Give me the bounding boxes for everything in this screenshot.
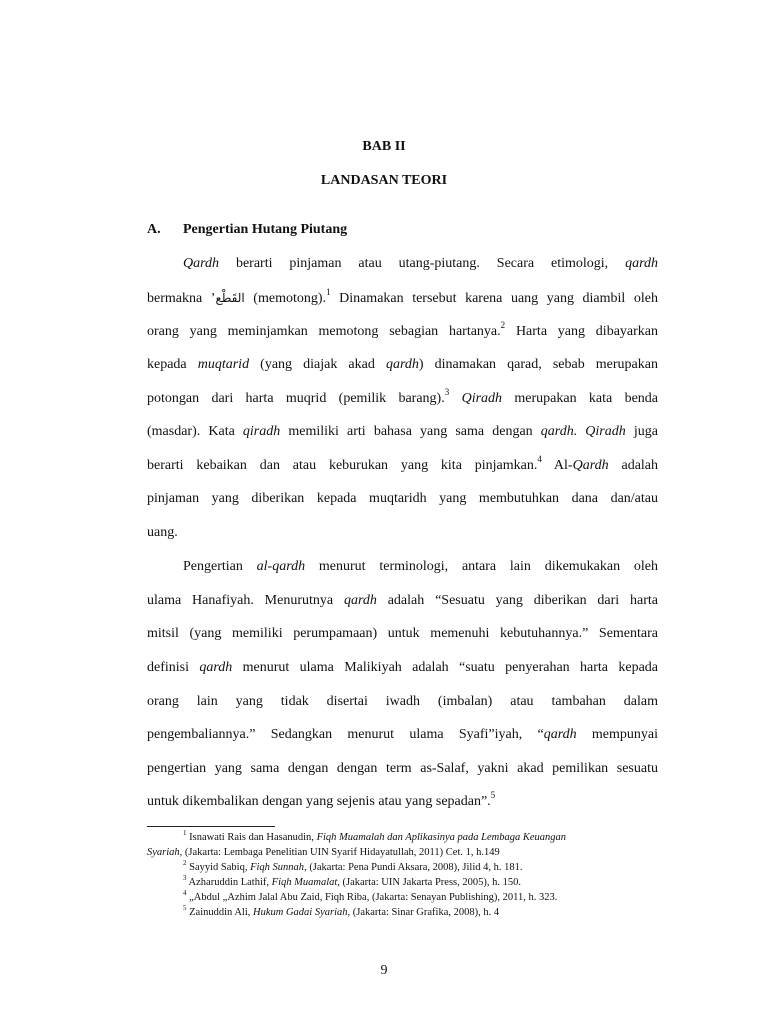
footnote-line <box>183 828 567 845</box>
italic-term: qardh <box>199 660 233 675</box>
italic-term: Fiqh Muamalat <box>271 877 338 888</box>
page-number: 9 <box>380 963 388 978</box>
text-run <box>449 391 461 406</box>
footnote-ref: 4 <box>537 454 542 465</box>
italic-term: qiradh <box>242 424 281 439</box>
text-run: orang yang meminjamkan memotong sebagian hartanya. <box>147 324 501 339</box>
text-run: mempunyai <box>576 727 658 742</box>
text-run: , (Jakarta: Pena Pundi Aksara, 2008), Jilid 4, h. 181. <box>304 862 523 873</box>
italic-term: Syariah <box>147 847 180 858</box>
text-run: ) dinamakan qarad, sebab merupakan <box>418 357 658 372</box>
footnote-ref: 2 <box>500 320 506 331</box>
italic-term: Fiqh Sunnah <box>250 862 305 873</box>
chapter-title: LANDASAN TEORI <box>320 173 448 188</box>
body-line <box>147 288 658 308</box>
italic-term: al-qardh <box>256 559 306 574</box>
text-run: , (Jakarta: Lembaga Penelitian UIN Syarif Hidayatullah, 2011) Cet. 1, h.149 <box>179 847 500 858</box>
body-line <box>147 489 658 509</box>
text-run: pengertian yang sama dengan dengan term as-Salaf, yakni akad pemilikan sesuatu <box>147 761 658 776</box>
footnote-line <box>183 903 500 920</box>
text-run: , (Jakarta: Sinar Grafika, 2008), h. 4 <box>347 907 500 918</box>
italic-term: Qardh <box>183 256 220 271</box>
text-run: pinjaman yang diberikan kepada muqtaridh yang membutuhkan dana dan/atau <box>147 491 658 506</box>
body-line <box>183 557 658 577</box>
text-run: (masdar). Kata <box>147 424 243 439</box>
body-line <box>147 422 658 442</box>
footnote-ref: 5 <box>183 903 187 912</box>
text-run: merupakan kata benda <box>502 391 659 406</box>
italic-term: qardh <box>385 357 419 372</box>
text-run: Isnawati Rais dan Hasanudin, <box>186 832 317 843</box>
text-run: Al- <box>541 458 573 473</box>
text-run: orang lain yang tidak disertai iwadh (imbalan) atau tambahan dalam <box>147 694 658 709</box>
body-line <box>147 658 658 678</box>
text-run: menurut terminologi, antara lain dikemukakan oleh <box>305 559 658 574</box>
section-number: A. <box>147 222 161 237</box>
body-line <box>183 254 658 274</box>
footnote-ref: 3 <box>444 387 450 398</box>
italic-term: Qardh <box>572 458 609 473</box>
footnote-separator <box>147 826 275 827</box>
text-run: adalah “Sesuatu yang diberikan dari harta <box>376 593 658 608</box>
body-line <box>147 591 658 611</box>
chapter-number: BAB II <box>362 139 406 154</box>
text-run: berarti kebaikan dan atau keburukan yang kita pinjamkan. <box>147 458 538 473</box>
text-run: Harta yang dibayarkan <box>505 324 658 339</box>
body-line <box>147 759 658 779</box>
text-run: (yang diajak akad <box>249 357 386 372</box>
italic-term: Hukum Gadai Syariah <box>253 907 348 918</box>
footnote-ref: 1 <box>183 828 187 837</box>
text-run: uang. <box>147 525 178 540</box>
text-run: mitsil (yang memiliki perumpamaan) untuk memenuhi kebutuhannya.” Sementara <box>147 626 658 641</box>
italic-term: qardh <box>543 727 577 742</box>
section-title: Pengertian Hutang Piutang <box>183 222 348 237</box>
text-run: menurut ulama Malikiyah adalah “suatu penyerahan harta kepada <box>232 660 659 675</box>
text-run: memiliki arti bahasa yang sama dengan <box>280 424 541 439</box>
text-run: juga <box>625 424 658 439</box>
footnote-ref: 2 <box>183 858 187 867</box>
footnote-line <box>183 888 558 905</box>
body-line <box>147 523 178 543</box>
text-run: Azharuddin Lathif, <box>186 877 272 888</box>
text-run: Pengertian <box>183 559 257 574</box>
italic-term: Fiqh Muamalah dan Aplikasinya pada Lembaga Keuangan <box>316 832 567 843</box>
text-run: „Abdul „Azhim Jalal Abu Zaid, Fiqh Riba, (Jakarta: Senayan Publishing), 2011, h. 323. <box>186 892 558 903</box>
text-run: , (Jakarta: UIN Jakarta Press, 2005), h. 150. <box>337 877 521 888</box>
text-run: definisi <box>147 660 200 675</box>
arabic-term: القَطْع <box>215 291 245 305</box>
body-line <box>147 692 658 712</box>
body-line <box>147 355 658 375</box>
text-run: ulama Hanafiyah. Menurutnya <box>147 593 344 608</box>
text-run: bermakna ’ <box>147 291 216 306</box>
body-line <box>147 456 658 476</box>
footnote-line <box>183 858 523 875</box>
footnote-ref: 4 <box>183 888 187 897</box>
text-run: Zainuddin Ali, <box>186 907 253 918</box>
text-run: adalah <box>608 458 659 473</box>
text-run: (memotong). <box>244 291 327 306</box>
footnote-ref: 1 <box>326 287 331 298</box>
text-run: pengembaliannya.” Sedangkan menurut ulama Syafi”iyah, “ <box>147 727 544 742</box>
text-run: untuk dikembalikan dengan yang sejenis atau yang sepadan”. <box>147 794 491 809</box>
body-line <box>147 725 658 745</box>
body-line <box>147 624 658 644</box>
body-line <box>147 322 658 342</box>
text-run: Sayyid Sabiq, <box>186 862 251 873</box>
text-run: Dinamakan tersebut karena uang yang diambil oleh <box>330 291 658 306</box>
text-run: kepada <box>147 357 198 372</box>
footnote-line <box>183 873 521 890</box>
footnote-line <box>147 846 500 860</box>
body-line <box>147 389 658 409</box>
footnote-ref: 3 <box>183 873 187 882</box>
italic-term: muqtarid <box>197 357 250 372</box>
italic-term: qardh. Qiradh <box>540 424 626 439</box>
italic-term: qardh <box>625 256 658 271</box>
section-heading <box>147 222 347 238</box>
italic-term: qardh <box>343 593 377 608</box>
text-run: potongan dari harta muqrid (pemilik barang). <box>147 391 445 406</box>
body-line <box>147 792 495 812</box>
text-run: berarti pinjaman atau utang-piutang. Secara etimologi, <box>219 256 626 271</box>
italic-term: Qiradh <box>461 391 503 406</box>
footnote-ref: 5 <box>490 790 496 801</box>
